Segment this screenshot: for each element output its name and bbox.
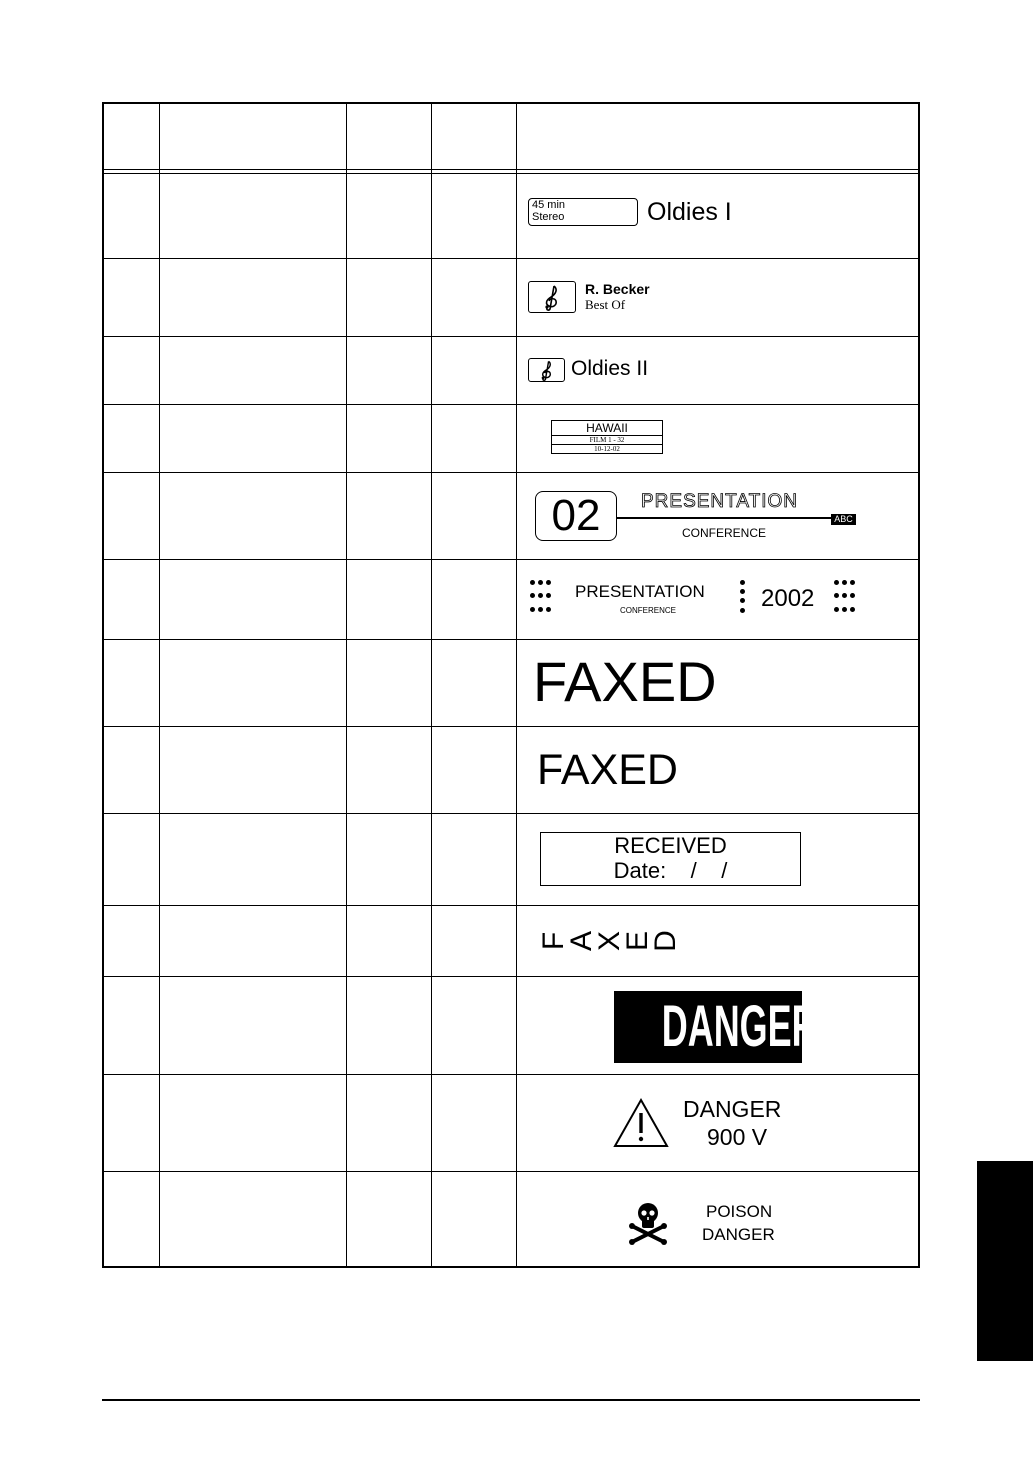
tag-line-1: HAWAII	[552, 421, 662, 436]
received-line-2: Date: / /	[613, 858, 728, 883]
column-divider	[431, 104, 432, 1266]
dot-grid-left	[530, 580, 554, 614]
connector-line	[617, 517, 831, 519]
cassette-line-1: 45 min	[532, 199, 566, 211]
example-name: R. Becker	[585, 281, 650, 297]
film-tag	[551, 420, 663, 454]
row-divider	[104, 336, 918, 337]
voltage-line: 900 V	[707, 1124, 768, 1150]
number-frame: 02	[535, 491, 617, 541]
skull-crossbones-icon	[628, 1200, 668, 1246]
dot-column	[740, 580, 746, 614]
row-divider	[104, 905, 918, 906]
row-divider	[104, 559, 918, 560]
row-divider	[104, 813, 918, 814]
faxed-medium: FAXED	[537, 746, 678, 794]
label-examples-table	[102, 102, 920, 1268]
column-divider	[159, 104, 160, 1266]
tag-line-3: 10-12-02	[594, 445, 620, 453]
column-divider	[516, 104, 517, 1266]
danger-inverted-block	[614, 991, 818, 1063]
example-subtitle: Best Of	[585, 297, 626, 312]
year-text: 2002	[761, 585, 815, 612]
warning-triangle-icon	[612, 1097, 670, 1149]
faxed-rotated	[537, 924, 682, 958]
rotated-char: D	[649, 930, 682, 952]
abc-badge: ABC	[831, 514, 856, 525]
conference-subtitle: CONFERENCE	[682, 526, 767, 540]
dot-grid-right	[834, 580, 858, 614]
section-side-tab	[977, 1161, 1033, 1361]
cassette-line-2: Stereo	[532, 211, 565, 223]
row-divider	[104, 976, 918, 977]
row-divider	[104, 639, 918, 640]
cassette-tag	[528, 198, 638, 226]
rotated-char: A	[565, 931, 598, 952]
column-divider	[346, 104, 347, 1266]
danger-inverted-text: DANGER	[661, 994, 818, 1059]
treble-clef-icon	[536, 359, 558, 381]
footer-rule	[102, 1399, 920, 1401]
received-line-1: RECEIVED	[614, 833, 727, 858]
clef-frame	[528, 281, 576, 313]
faxed-large: FAXED	[533, 650, 717, 713]
row-divider	[104, 472, 918, 473]
treble-clef-icon	[538, 283, 566, 311]
rotated-char: X	[593, 931, 626, 952]
example-oldies-2: Oldies II	[571, 357, 649, 380]
tag-line-2: FILM 1 - 32	[552, 436, 662, 445]
header-divider	[104, 169, 918, 170]
conference-subtitle-small: CONFERENCE	[620, 606, 677, 615]
row-divider	[104, 726, 918, 727]
rotated-char: F	[537, 931, 570, 951]
received-frame	[540, 832, 801, 886]
rotated-char: E	[621, 931, 654, 952]
row-divider	[104, 258, 918, 259]
row-divider	[104, 1171, 918, 1172]
header-divider	[104, 173, 918, 174]
presentation-title: PRESENTATION	[575, 582, 705, 601]
row-divider	[104, 1074, 918, 1075]
poison-danger-line: DANGER	[702, 1225, 775, 1244]
row-divider	[104, 404, 918, 405]
danger-line: DANGER	[683, 1096, 782, 1122]
presentation-outline-title: PRESENTATION	[641, 491, 798, 512]
poison-line: POISON	[706, 1202, 773, 1221]
example-oldies-1: Oldies I	[647, 198, 732, 226]
clef-frame-small	[528, 358, 565, 382]
